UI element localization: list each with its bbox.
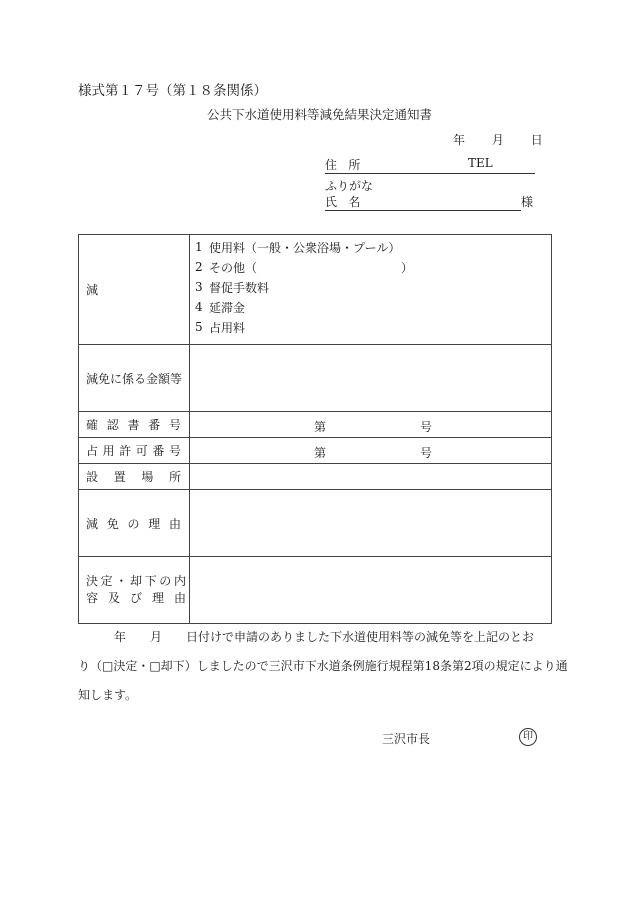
confirmation-no-dai: 第 (314, 420, 327, 434)
amount-value-cell[interactable] (190, 345, 552, 412)
honorific: 様 (521, 195, 534, 209)
exemption-type-options (190, 235, 552, 345)
amount-label: 減免に係る金額等 (79, 345, 190, 412)
row-installation-place (79, 464, 552, 490)
installation-place-label: 設 置 場 所 (86, 470, 181, 484)
notice-line-2: り（□決定・□却下）しましたので三沢市下水道条例施行規程第18条第2項の規定により通 (78, 659, 568, 673)
confirmation-no-label: 確 認 書 番 号 (86, 418, 181, 432)
row-decision (79, 557, 552, 624)
option-1: 1 使用料（一般・公衆浴場・プール） (195, 240, 401, 255)
confirmation-no-cell[interactable] (190, 412, 552, 438)
issuer-title: 三沢市長 (382, 732, 431, 746)
option-3: 3 督促手数料 (195, 280, 270, 295)
decision-label-line1: 決 定 ・ 却 下 の 内 (86, 574, 186, 588)
exemption-table (78, 234, 552, 624)
document-title: 公共下水道使用料等減免結果決定通知書 (207, 107, 433, 122)
row-amount (79, 345, 552, 412)
decision-label-cell (79, 557, 190, 624)
row-permit-no (79, 438, 552, 464)
notice-line-1: 年 月 日付けで申請のありました下水道使用料等の減免等を上記のとお (78, 630, 535, 644)
row-confirmation-no (79, 412, 552, 438)
seal-mark: 印 (519, 728, 537, 746)
date-year-label: 年 (453, 133, 466, 147)
option-5: 5 占用料 (195, 320, 246, 335)
address-row (325, 156, 535, 174)
option-4: 4 延滞金 (195, 300, 246, 315)
confirmation-no-go: 号 (420, 420, 433, 434)
notice-line-3: 知します。 (78, 688, 138, 702)
address-label: 住所 (325, 158, 372, 172)
name-label: 氏名 (325, 193, 521, 211)
option-2: 2 その他（ ） (195, 260, 414, 275)
reason-cell[interactable] (190, 490, 552, 557)
name-row (325, 193, 535, 211)
reason-label: 減 免 の 理 由 (86, 516, 181, 531)
row-exemption-type (79, 235, 552, 345)
exemption-type-label-cell (79, 235, 190, 345)
reason-label-cell (79, 490, 190, 557)
permit-no-go: 号 (420, 446, 433, 460)
date-month-label: 月 (491, 133, 504, 147)
permit-no-dai: 第 (314, 446, 327, 460)
exemption-type-label: 減 (86, 283, 99, 297)
furigana-label: ふりがな (325, 179, 374, 193)
permit-no-cell[interactable] (190, 438, 552, 464)
decision-cell[interactable] (190, 557, 552, 624)
permit-no-label: 占 用 許 可 番 号 (86, 444, 181, 458)
date-day-label: 日 (530, 133, 543, 147)
permit-no-label-cell (79, 438, 190, 464)
tel-label: TEL (468, 156, 493, 170)
installation-place-cell[interactable] (190, 464, 552, 490)
form-number: 様式第１７号（第１８条関係） (78, 83, 267, 99)
row-reason (79, 490, 552, 557)
date-line (453, 131, 543, 148)
decision-label-line2: 容 及 び 理 由 (86, 591, 186, 605)
installation-place-label-cell (79, 464, 190, 490)
confirmation-no-label-cell (79, 412, 190, 438)
